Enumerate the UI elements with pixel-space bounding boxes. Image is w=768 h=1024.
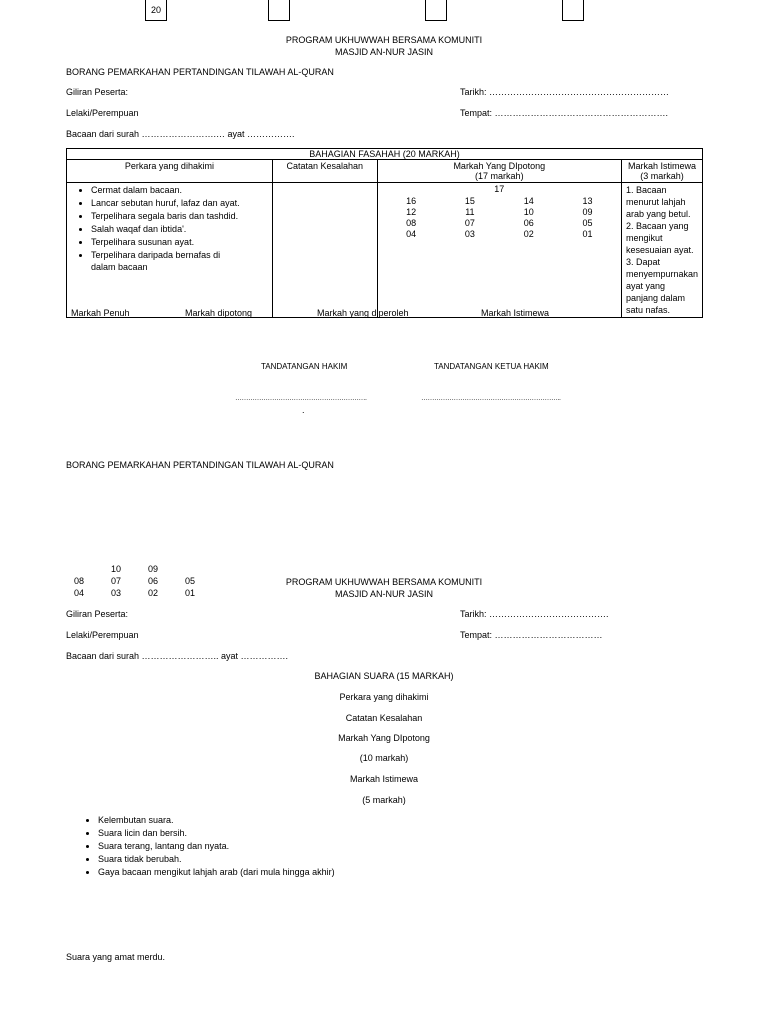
istimewa-item: 1. Bacaan menurut lahjah arab yang betul. [625,185,691,219]
list-item: • Terpelihara segala baris dan tashdid. [91,210,268,222]
list-item: • Terpelihara susunan ayat. [91,236,268,248]
bacaan-field[interactable]: Bacaan dari surah …………………….… ayat ……………. [66,129,295,139]
col-markah-dipotong: Markah Yang DIpotong (17 markah) [377,160,621,183]
ketua-signature-line[interactable]: ……………………………………………………….. [421,395,561,402]
score-option[interactable]: 08 [74,576,85,586]
form-title: BORANG PEMARKAHAN PERTANDINGAN TILAWAH AL-QURAN [66,67,334,77]
score-option[interactable]: 05 [582,218,593,228]
score-option[interactable]: 08 [406,218,417,228]
score-option[interactable]: 10 [111,564,122,574]
perkara-label: Perkara yang dihakimi [339,692,429,702]
markah-istimewa-label-2: Markah Istimewa [349,774,419,784]
program-title-2: PROGRAM UKHUWWAH BERSAMA KOMUNITI [285,577,483,587]
score-box-1[interactable]: 20 [145,0,167,21]
markah-dipotong-label-2: Markah Yang DIpotong [338,733,430,743]
score-option[interactable]: 14 [523,196,534,206]
score-option[interactable]: 03 [464,229,475,239]
score-option[interactable]: 02 [148,588,159,598]
suara-criteria-list [78,814,335,879]
list-item: • Cermat dalam bacaan. [91,184,268,196]
score-option[interactable]: 06 [523,218,534,228]
score-option[interactable]: 01 [582,229,593,239]
score-box-4[interactable] [562,0,584,21]
score-option[interactable]: 04 [406,229,417,239]
score-option[interactable]: 06 [148,576,159,586]
form2-title: BORANG PEMARKAHAN PERTANDINGAN TILAWAH AL-QURAN [66,460,334,470]
footer-note: Suara yang amat merdu. [66,952,166,962]
bahagian-suara-title: BAHAGIAN SUARA (15 MARKAH) [314,671,454,681]
hakim-signature-line[interactable]: ……………………………………………………. [235,395,367,402]
tempat-field-2[interactable]: Tempat: ……………………………… [460,630,603,640]
hakim-signature-label: TANDATANGAN HAKIM [261,362,348,371]
score-option[interactable]: 07 [111,576,122,586]
score-option[interactable]: 05 [185,576,196,586]
gender-label-2: Lelaki/Perempuan [66,630,139,640]
score-option[interactable]: 10 [523,207,534,217]
giliran-label: Giliran Peserta: [66,87,129,97]
list-item: • Suara terang, lantang dan nyata. [98,840,335,852]
score-option[interactable]: 09 [582,207,593,217]
gender-label: Lelaki/Perempuan [66,108,139,118]
score-option[interactable]: 02 [523,229,534,239]
istimewa-list [621,183,702,318]
score-option[interactable]: 12 [406,207,417,217]
score-option[interactable]: 01 [185,588,196,598]
score-option[interactable]: 13 [582,196,593,206]
giliran-label-2: Giliran Peserta: [66,609,129,619]
col-catatan: Catatan Kesalahan [272,160,377,183]
stray-dot: . [302,405,305,415]
tempat-field[interactable]: Tempat: …………………………………………………. [460,108,669,118]
markah-penuh-label: Markah Penuh [71,308,130,318]
bacaan-field-2[interactable]: Bacaan dari surah …………………….. ayat ……………. [66,651,289,661]
list-item: • Lancar sebutan huruf, lafaz dan ayat. [91,197,268,209]
tarikh-field[interactable]: Tarikh: …………………………………………………… [460,87,670,97]
score-option[interactable]: 04 [74,588,85,598]
ketua-signature-label: TANDATANGAN KETUA HAKIM [434,362,549,371]
score-option[interactable]: 16 [406,196,417,206]
top-score[interactable]: 17 [494,184,505,194]
list-item: • Kelembutan suara. [98,814,335,826]
istimewa-item: 2. Bacaan yang mengikut kesesuaian ayat. [625,221,694,255]
list-item: • Suara licin dan bersih. [98,827,335,839]
col-markah-istimewa: Markah Istimewa (3 markah) [621,160,702,183]
score-option[interactable]: 03 [111,588,122,598]
mosque-title: MASJID AN-NUR JASIN [334,47,433,57]
markah-diperoleh-label: Markah yang diperoleh [317,308,409,318]
tarikh-field-2[interactable]: Tarikh: …………………………………. [460,609,609,619]
criteria-list [67,183,273,318]
list-item: • Salah waqaf dan ibtida'. [91,223,268,235]
list-item: • Suara tidak berubah. [98,853,335,865]
catatan-cell[interactable] [272,183,377,318]
program-title: PROGRAM UKHUWWAH BERSAMA KOMUNITI [285,35,483,45]
score-option[interactable]: 11 [465,207,475,217]
markah-istimewa-sub: (5 markah) [362,795,406,805]
table-title: BAHAGIAN FASAHAH (20 MARKAH) [67,149,703,160]
list-item: • Gaya bacaan mengikut lahjah arab (dari mula hingga akhir) [98,866,335,878]
markah-dipotong-label: Markah dipotong [185,308,253,318]
markah-dipotong-sub: (10 markah) [359,753,409,763]
catatan-label: Catatan Kesalahan [345,713,423,723]
col-perkara: Perkara yang dihakimi [67,160,273,183]
score-box-3[interactable] [425,0,447,21]
fasahah-table [66,148,703,318]
score-option[interactable]: 07 [464,218,475,228]
score-box-2[interactable] [268,0,290,21]
istimewa-item: 3. Dapat menyempurnakan ayat yang panjang dalam satu nafas. [625,257,699,315]
score-option[interactable]: 09 [148,564,159,574]
score-option[interactable]: 15 [464,196,475,206]
markah-istimewa-label: Markah Istimewa [481,308,550,318]
list-item: • Terpelihara daripada bernafas di dalam bacaan [91,249,241,273]
mosque-title-2: MASJID AN-NUR JASIN [334,589,433,599]
deduction-cell [377,183,621,318]
